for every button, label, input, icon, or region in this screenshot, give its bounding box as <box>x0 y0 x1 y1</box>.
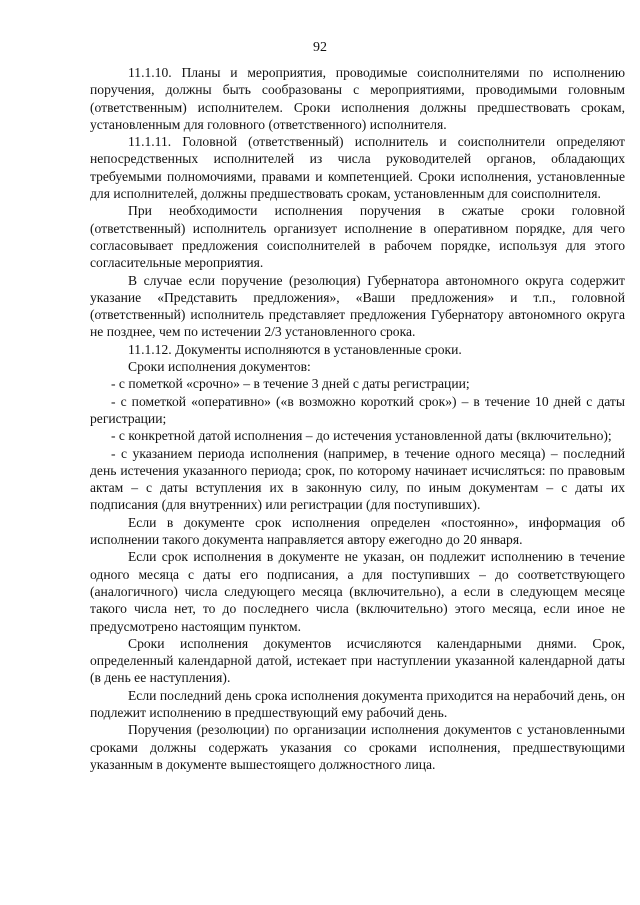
paragraph-resolutions: Поручения (резолюции) по организации исполнения документов с установленными сроками должны содержать указания со сроками исполнения, предшествующими указанным в документе вышестоящего должностного лица. <box>90 722 625 772</box>
paragraph-permanent: Если в документе срок исполнения определен «постоянно», информация об исполнении такого документа направляется автору ежегодно до 20 января. <box>90 514 625 548</box>
paragraph-governor-proposals: В случае если поручение (резолюция) Губернатора автономного округа содержит указание «Представить предложения», «Ваши предложения» и т.п., головной (ответственный) исполнитель представляет предложения Губернатору автономного округа не позднее, чем по истечении 2/3 установленного срока. <box>90 272 625 340</box>
paragraph-11-1-10: 11.1.10. Планы и мероприятия, проводимые соисполнителями по исполнению поручения, должны быть сообразованы с мероприятиями, проводимыми головным (ответственным) исполнителем. Сроки исполнения должны предшествовать срокам, установленным для головного (ответственного) исполнителя. <box>90 65 625 132</box>
page-number: 92 <box>313 40 327 55</box>
list-item-specific-date: - с конкретной датой исполнения – до истечения установленной даты (включительно); <box>111 428 612 444</box>
list-item-urgent: - с пометкой «срочно» – в течение 3 дней с даты регистрации; <box>111 376 470 392</box>
list-item-operative: - с пометкой «оперативно» («в возможно короткий срок») – в течение 10 дней с даты регистрации; <box>90 393 625 426</box>
paragraph-urgent-execution: При необходимости исполнения поручения в сжатые сроки головной (ответственный) исполнитель организует исполнение в оперативном порядке, для чего согласовывает предложения соисполнителей в рабочем порядке, используя для этого согласительные мероприятия. <box>90 203 625 271</box>
paragraph-non-working-day: Если последний день срока исполнения документа приходится на нерабочий день, он подлежит исполнению в предшествующий ему рабочий день. <box>90 687 625 720</box>
paragraph-deadlines-heading: Сроки исполнения документов: <box>128 359 311 375</box>
list-item-period: - с указанием периода исполнения (например, в течение одного месяца) – последний день истечения указанного периода; срок, по которому начинает исчисляться: по правовым актам – с даты вступления их в законную силу, по иным документам – с даты их подписания (для внутренних) или регистрации (для поступивших). <box>90 445 625 513</box>
document-body <box>90 64 625 773</box>
paragraph-calendar-days: Сроки исполнения документов исчисляются календарными днями. Срок, определенный календарной датой, истекает при наступлении указанной календарной даты (в день ее наступления). <box>90 635 625 686</box>
paragraph-no-deadline: Если срок исполнения в документе не указан, он подлежит исполнению в течение одного месяца с даты его подписания, а для поступивших – до соответствующего (аналогичного) числа следующего месяца (включительно), а если в следующем месяце такого числа нет, то до последнего числа (включительно) этого месяца, если иное не предусмотрено настоящим пунктом. <box>90 549 625 634</box>
paragraph-11-1-11: 11.1.11. Головной (ответственный) исполнитель и соисполнители определяют непосредственных исполнителей из числа руководителей органов, обладающих требуемыми полномочиями, правами и компетенцией. Сроки исполнения, установленные для исполнителей, должны предшествовать срокам, установленным для соисполнителя. <box>90 134 625 202</box>
paragraph-11-1-12: 11.1.12. Документы исполняются в установленные сроки. <box>128 341 462 357</box>
